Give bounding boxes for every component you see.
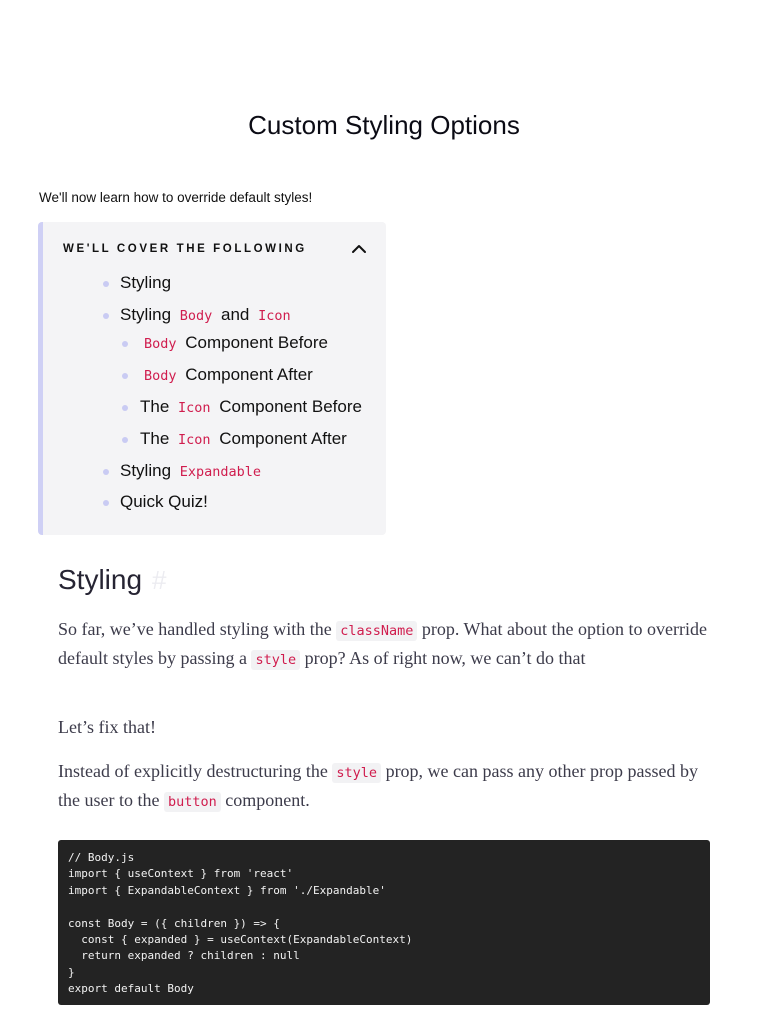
inline-code: className xyxy=(336,621,417,641)
inline-code: style xyxy=(332,763,381,783)
toc-item[interactable] xyxy=(120,492,208,512)
toc-item-label: Styling xyxy=(120,305,176,324)
code-line: } xyxy=(68,965,75,979)
toc-item-label: Styling xyxy=(120,461,176,480)
code-line: const { expanded } = useContext(ExpandableContext) xyxy=(68,932,413,946)
paragraph-text: component. xyxy=(220,790,310,810)
toc-item-code: Icon xyxy=(178,432,211,448)
bullet-icon xyxy=(103,500,109,506)
anchor-link-icon[interactable]: # xyxy=(152,565,167,595)
toc-item-code: Body xyxy=(144,336,177,352)
bullet-icon xyxy=(122,437,128,443)
bullet-icon xyxy=(122,341,128,347)
toc-item-label: and xyxy=(216,305,255,324)
toc-item-label: Quick Quiz! xyxy=(120,492,208,511)
code-line: import { ExpandableContext } from './Expandable' xyxy=(68,883,386,897)
page-title: Custom Styling Options xyxy=(248,110,520,140)
toc-item-code: Icon xyxy=(258,308,291,324)
inline-code: style xyxy=(251,650,300,670)
bullet-icon xyxy=(122,373,128,379)
paragraph-text: prop. What about the option to override default styles by passing a xyxy=(58,619,707,668)
toc-item-label: Component After xyxy=(180,365,313,384)
toc-header: WE'LL COVER THE FOLLOWING xyxy=(63,243,307,255)
toc-item[interactable] xyxy=(120,273,171,293)
code-block[interactable] xyxy=(58,840,710,1005)
toc-item[interactable] xyxy=(140,365,313,385)
paragraph-fix: Let’s fix that! xyxy=(58,717,156,737)
toc-item-label: The xyxy=(140,429,175,448)
toc-item-code: Body xyxy=(179,308,213,324)
toc-item-code: Body xyxy=(144,368,177,384)
toc-item[interactable] xyxy=(140,429,347,449)
paragraph-text: Instead of explicitly destructuring the xyxy=(58,761,333,781)
code-line xyxy=(68,899,700,915)
code-line: return expanded ? children : null xyxy=(68,949,300,963)
paragraph-destructuring xyxy=(58,758,718,816)
paragraph-text: prop, we can pass any other prop passed by the user to the xyxy=(58,761,698,810)
bullet-icon xyxy=(103,281,109,287)
section-title-styling xyxy=(58,564,167,596)
toc-item-label: Component Before xyxy=(214,397,362,416)
table-of-contents xyxy=(38,222,386,535)
toc-item-label: Styling xyxy=(120,273,172,292)
toc-item-label: The xyxy=(140,397,175,416)
toc-item[interactable] xyxy=(120,305,295,325)
intro-text: We'll now learn how to override default styles! xyxy=(39,190,313,205)
toc-item[interactable] xyxy=(140,333,328,353)
toc-item-label: Component Before xyxy=(180,333,328,352)
toc-item-code: Expandable xyxy=(179,464,262,480)
chevron-up-icon[interactable] xyxy=(351,241,367,257)
bullet-icon xyxy=(122,405,128,411)
toc-item-label: Component After xyxy=(214,429,347,448)
inline-code: button xyxy=(164,792,221,812)
toc-item[interactable] xyxy=(140,397,362,417)
code-line: export default Body xyxy=(68,982,194,996)
bullet-icon xyxy=(103,313,109,319)
paragraph-text: So far, we’ve handled styling with the xyxy=(58,619,337,639)
code-line: import { useContext } from 'react' xyxy=(68,867,294,881)
section-title-text: Styling xyxy=(58,564,143,595)
toc-item-code: Icon xyxy=(178,400,211,416)
paragraph-styling-intro xyxy=(58,616,718,674)
bullet-icon xyxy=(103,469,109,475)
toc-item[interactable] xyxy=(120,461,265,481)
paragraph-text: prop? As of right now, we can’t do that xyxy=(300,648,586,668)
code-line: // Body.js xyxy=(68,851,135,864)
code-line: const Body = ({ children }) => { xyxy=(68,916,280,930)
